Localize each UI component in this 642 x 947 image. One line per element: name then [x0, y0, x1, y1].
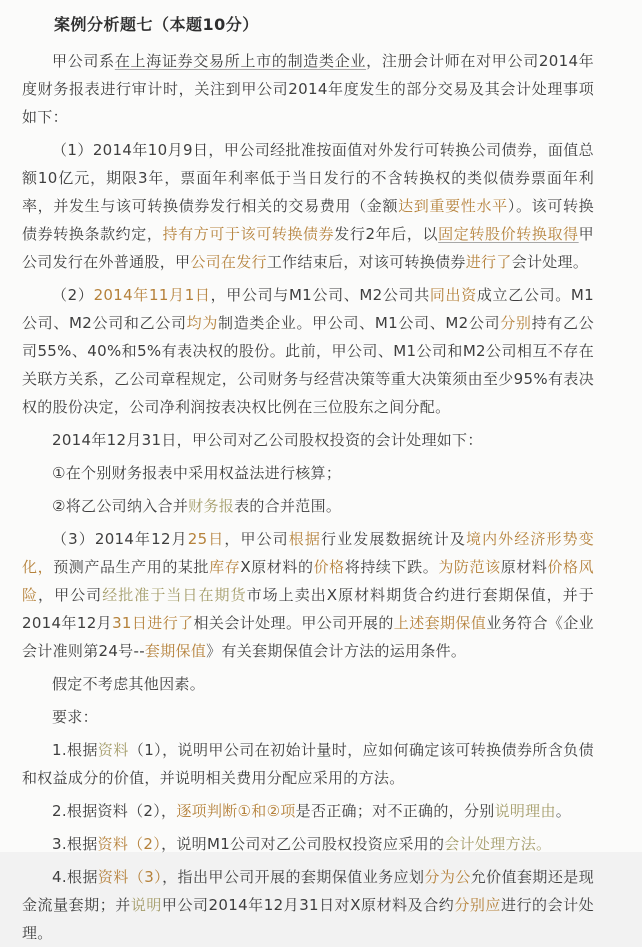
- text-segment: 库存: [209, 558, 241, 576]
- text-segment: 1.根据: [52, 741, 98, 759]
- text-segment: 上述套期保值: [393, 614, 487, 632]
- text-segment: 甲公司发行在外普通股，甲: [22, 225, 594, 271]
- text-segment: 甲公司2014年12月31日对X原材料及合约: [161, 896, 455, 914]
- paragraph: [22, 492, 594, 520]
- text-segment: 允价值套期还是现金流量套期；并: [22, 868, 595, 914]
- paragraph: [22, 426, 594, 454]
- text-segment: ，甲公司与M1公司、M2公司共: [210, 286, 430, 304]
- paragraph: [22, 703, 594, 731]
- text-segment: 分别应: [454, 896, 501, 914]
- text-segment: 价格风险: [22, 558, 594, 604]
- text-segment: 资料（2）: [97, 835, 162, 853]
- text-segment: 在上海证券交易所上市的制造类企业: [114, 52, 367, 70]
- text-segment: 持有乙公司55%、40%和5%有表决权的股份。此前，甲公司、M1公司和M2公司相互不存在关联方关系，乙公司章程规定，公司财务与经营决策等重大决策须由至少95%有表决权的股份决定，公司净利润按表决权比例在三位股东之间分配。: [22, 314, 594, 416]
- text-segment: 4.根据: [52, 868, 98, 886]
- paragraph: [22, 281, 594, 421]
- text-segment: （3）2014年12月: [52, 530, 188, 548]
- text-segment: 预测产品生产用的某批: [53, 558, 210, 576]
- text-segment: ）。该可转换债券转换条款约定，: [22, 197, 594, 243]
- text-segment: 分别: [500, 314, 532, 332]
- text-segment: 甲公司系: [52, 52, 115, 70]
- text-segment: 假定不考虑其他因素。: [52, 675, 206, 693]
- text-segment: 31日进行了: [112, 614, 194, 632]
- text-segment: 》有关套期保值会计方法的运用条件。: [206, 642, 467, 660]
- text-segment: ，说明M1公司对乙公司股权投资应采用的: [161, 835, 445, 853]
- text-segment: 。: [555, 802, 572, 820]
- text-segment: 说明理由: [494, 802, 556, 820]
- text-segment: 市场上卖出X原材料期货合约进行套期保值，并于2014年12月: [22, 586, 594, 632]
- text-segment: 原材料: [500, 558, 548, 576]
- text-segment: 会计处理。: [511, 253, 589, 271]
- text-segment: 3.根据: [52, 835, 98, 853]
- text-segment: 要求：: [52, 708, 98, 726]
- text-segment: 业务符合《企业会计准则第24号--: [22, 614, 594, 660]
- document-body: [22, 47, 594, 947]
- text-segment: 制造类企业。甲公司、M1公司、M2公司: [218, 314, 501, 332]
- text-segment: ，甲公司: [224, 530, 289, 548]
- paragraph: [22, 136, 594, 276]
- paragraph: [22, 459, 594, 487]
- text-segment: 说明: [130, 896, 162, 914]
- text-segment: 行业发展数据统计及: [321, 530, 466, 548]
- text-segment: 财务报: [188, 497, 235, 515]
- page-title: 案例分析题七（本题10分）: [54, 15, 259, 34]
- paragraph: [22, 47, 594, 131]
- text-segment: （1），说明甲公司在初始计量时，应如何确定该可转换债券所含负债和权益成分的价值，并说明相关费用分配应采用的方法。: [22, 741, 594, 787]
- text-segment: 逐项判断①和②项: [176, 802, 296, 820]
- text-segment: 进行了: [465, 253, 512, 271]
- text-segment: 表的合并范围。: [234, 497, 342, 515]
- text-segment: 2014年11月1日: [93, 286, 211, 304]
- text-segment: 将持续下跌。: [344, 558, 439, 576]
- text-segment: ，指出甲公司开展的套期保值业务应划: [162, 868, 425, 886]
- text-segment: 2.根据资料（2），: [52, 802, 177, 820]
- text-segment: 价格: [313, 558, 345, 576]
- text-segment: 均为: [186, 314, 219, 332]
- text-segment: （2）: [52, 286, 94, 304]
- paragraph: [22, 736, 594, 792]
- paragraph: [22, 525, 594, 665]
- text-segment: 发行2年后，以: [334, 225, 439, 243]
- text-segment: 同出资: [429, 286, 477, 304]
- paragraph: [22, 670, 594, 698]
- text-segment: 公司在发行: [190, 253, 267, 271]
- text-segment: 是否正确；对不正确的，分别: [295, 802, 495, 820]
- text-segment: 成立乙公司。M1公司、M2公司和乙公司: [22, 286, 594, 332]
- text-segment: 经批准于当日在期货: [102, 586, 247, 604]
- paragraph: [22, 830, 594, 858]
- text-segment: （1）2014年10月9日，甲公司经批准按面值对外发行可转换公司债券，面值总额10亿元，期限3年，票面年利率低于当日发行的不含转换权的类似债券票面年利率，并发生与该可转换债券发行相关的交易费用（金额: [22, 141, 594, 215]
- paragraph: [22, 863, 594, 947]
- paragraph: [22, 797, 594, 825]
- text-segment: 达到重要性水平: [398, 197, 508, 215]
- text-segment: 为防范该: [438, 558, 501, 576]
- text-segment: 根据: [288, 530, 322, 548]
- text-segment: 境内外经济形势变化，: [22, 530, 595, 576]
- text-segment: 固定转股价转换取得: [438, 225, 579, 243]
- text-segment: ②将乙公司纳入合并: [52, 497, 189, 515]
- text-segment: 分为公: [424, 868, 471, 886]
- text-segment: 资料（3）: [97, 868, 163, 886]
- text-segment: 25日: [187, 530, 225, 548]
- text-segment: 会计处理方法。: [444, 835, 552, 853]
- text-segment: ，注册会计师在对甲公司2014年度财务报表进行审计时，关注到甲公司2014年度发生的部分交易及其会计处理事项如下：: [22, 52, 594, 126]
- text-segment: 相关会计处理。甲公司开展的: [193, 614, 394, 632]
- text-segment: 持有方可于该可转换债券: [162, 225, 335, 243]
- text-segment: 资料: [97, 741, 129, 759]
- text-segment: 套期保值: [144, 642, 207, 660]
- text-segment: 2014年12月31日，甲公司对乙公司股权投资的会计处理如下：: [52, 431, 483, 449]
- text-segment: X原材料的: [240, 558, 314, 576]
- text-segment: 工作结束后，对该可转换债券: [266, 253, 466, 271]
- text-segment: 进行的会计处理。: [22, 896, 594, 942]
- text-segment: ①在个别财务报表中采用权益法进行核算；: [52, 464, 342, 482]
- text-segment: ，甲公司: [38, 586, 103, 604]
